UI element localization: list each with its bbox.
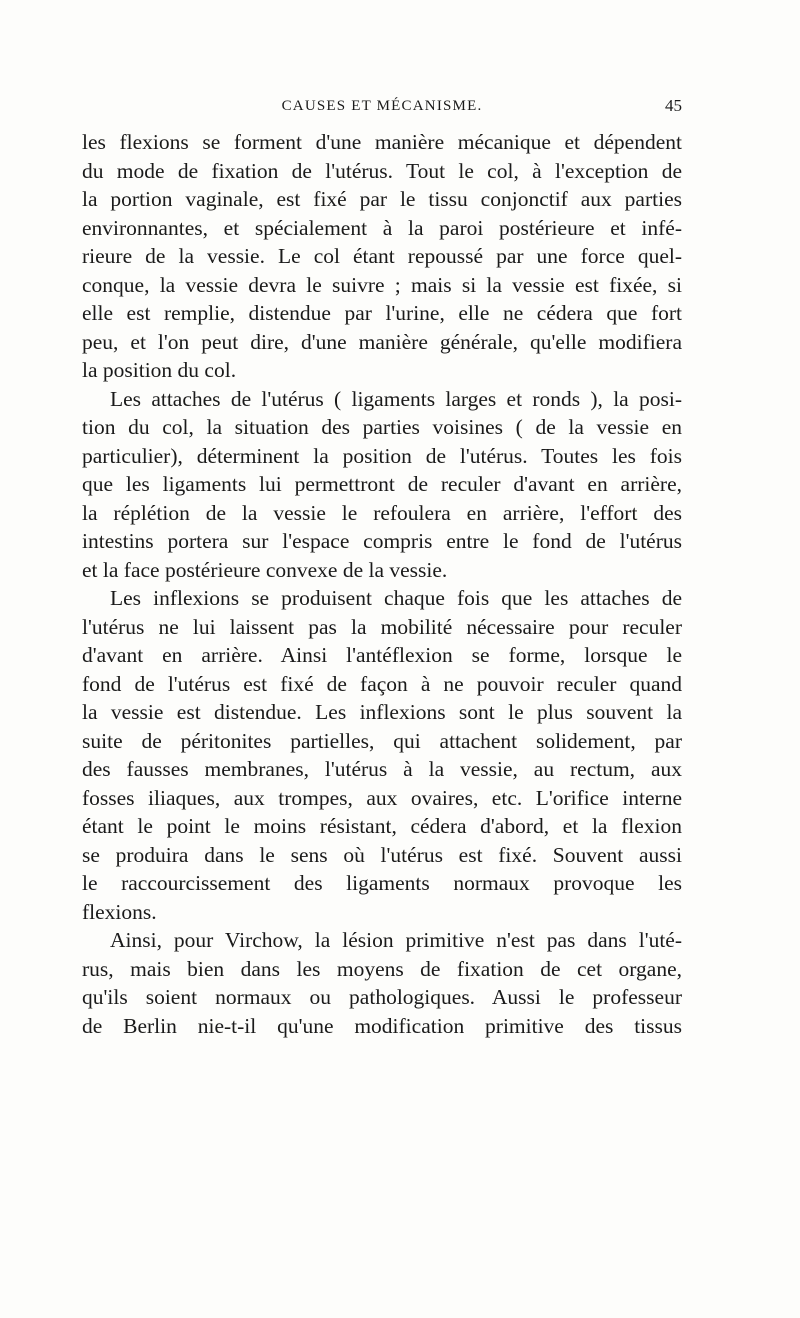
- text-line: et la face postérieure convexe de la vessie.: [82, 557, 448, 582]
- page-number: 45: [665, 96, 682, 115]
- text-line: qu'ils soient normaux ou pathologiques. Aussi le professeur: [82, 985, 682, 1009]
- text-line: les flexions se forment d'une manière mécanique et dépendent: [82, 130, 682, 154]
- text-line: rus, mais bien dans les moyens de fixation de cet organe,: [82, 956, 682, 981]
- text-line: tion du col, la situation des parties voisines ( de la vessie en: [82, 415, 682, 439]
- text-line: la vessie est distendue. Les inflexions sont le plus souvent la: [82, 700, 682, 724]
- body-text: [82, 128, 682, 1040]
- text-line: intestins portera sur l'espace compris entre le fond de l'utérus: [82, 529, 682, 553]
- text-line: Les inflexions se produisent chaque fois que les attaches de: [110, 586, 682, 610]
- text-line: particulier), déterminent la position de l'utérus. Toutes les fois: [82, 443, 682, 468]
- text-line: du mode de fixation de l'utérus. Tout le col, à l'exception de: [82, 158, 682, 183]
- text-line: Les attaches de l'utérus ( ligaments larges et ronds ), la posi-: [110, 386, 682, 411]
- text-line: peu, et l'on peut dire, d'une manière générale, qu'elle modifiera: [82, 329, 682, 354]
- text-line: la réplétion de la vessie le refoulera en arrière, l'effort des: [82, 500, 682, 525]
- text-line: elle est remplie, distendue par l'urine, elle ne cédera que fort: [82, 301, 682, 325]
- text-line: conque, la vessie devra le suivre ; mais si la vessie est fixée, si: [82, 272, 682, 297]
- text-line: flexions.: [82, 899, 157, 924]
- text-line: se produira dans le sens où l'utérus est fixé. Souvent aussi: [82, 842, 682, 867]
- page-header: [82, 94, 682, 118]
- text-line: des fausses membranes, l'utérus à la vessie, au rectum, aux: [82, 757, 682, 781]
- text-line: environnantes, et spécialement à la paroi postérieure et infé-: [82, 215, 682, 240]
- text-line: fosses iliaques, aux trompes, aux ovaires, etc. L'orifice interne: [82, 785, 682, 810]
- text-line: la position du col.: [82, 358, 237, 382]
- text-line: la portion vaginale, est fixé par le tissu conjonctif aux parties: [82, 187, 682, 211]
- text-line: étant le point le moins résistant, cédera d'abord, et la flexion: [82, 814, 682, 838]
- text-line: que les ligaments lui permettront de reculer d'avant en arrière,: [82, 472, 682, 496]
- text-line: rieure de la vessie. Le col étant repoussé par une force quel-: [82, 244, 682, 268]
- text-line: fond de l'utérus est fixé de façon à ne pouvoir reculer quand: [82, 671, 682, 696]
- running-head: CAUSES ET MÉCANISME.: [281, 98, 483, 114]
- text-line: de Berlin nie-t-il qu'une modification primitive des tissus: [82, 1013, 682, 1038]
- text-line: l'utérus ne lui laissent pas la mobilité nécessaire pour reculer: [82, 614, 682, 639]
- text-line: Ainsi, pour Virchow, la lésion primitive n'est pas dans l'uté-: [110, 928, 682, 952]
- text-line: suite de péritonites partielles, qui attachent solidement, par: [82, 728, 682, 753]
- text-line: le raccourcissement des ligaments normaux provoque les: [82, 871, 682, 895]
- text-line: d'avant en arrière. Ainsi l'antéflexion se forme, lorsque le: [82, 643, 682, 667]
